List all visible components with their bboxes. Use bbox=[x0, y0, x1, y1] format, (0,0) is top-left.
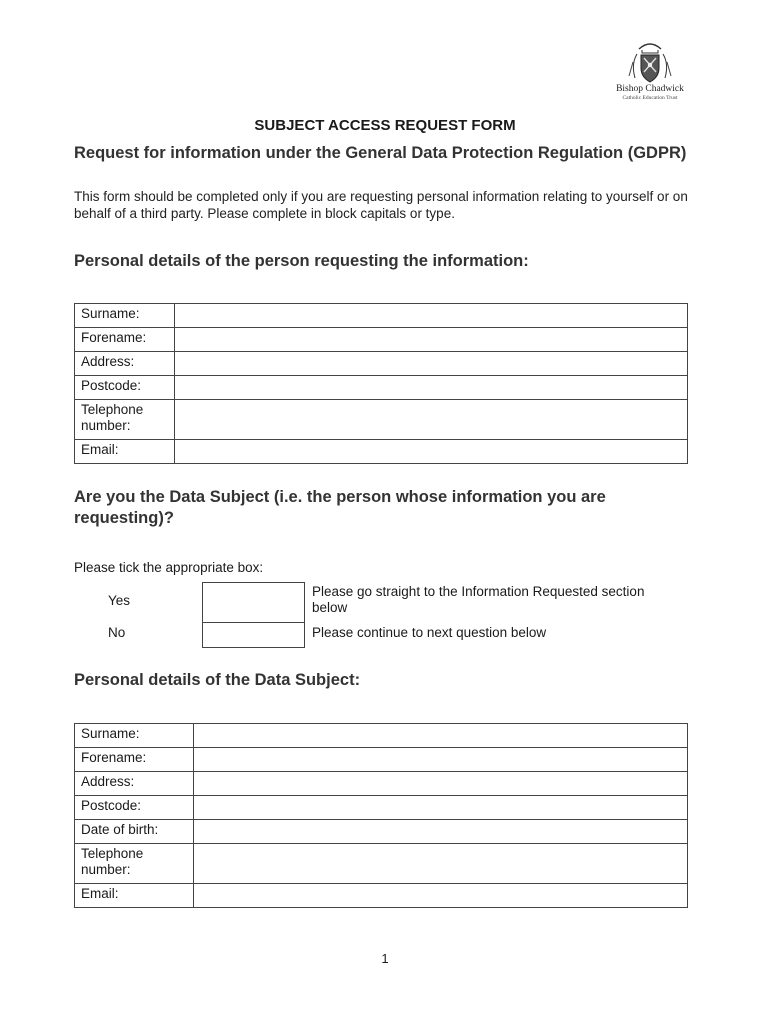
table-row bbox=[75, 796, 688, 820]
field-label: Postcode: bbox=[75, 796, 194, 820]
option-no-label: No bbox=[108, 625, 126, 640]
field-label: Email: bbox=[75, 884, 194, 908]
table-row bbox=[75, 748, 688, 772]
table-row bbox=[75, 440, 688, 464]
option-yes-label: Yes bbox=[108, 593, 131, 608]
data-subject-details-table bbox=[74, 723, 688, 908]
subject-telephone-input[interactable] bbox=[194, 844, 688, 884]
subject-dob-input[interactable] bbox=[194, 820, 688, 844]
table-row bbox=[75, 400, 688, 440]
field-label: Surname: bbox=[75, 304, 175, 328]
requester-email-input[interactable] bbox=[175, 440, 688, 464]
data-subject-section-heading: Personal details of the Data Subject: bbox=[74, 671, 361, 689]
requester-surname-input[interactable] bbox=[175, 304, 688, 328]
subject-surname-input[interactable] bbox=[194, 724, 688, 748]
field-label: Address: bbox=[75, 772, 194, 796]
field-label: Telephone number: bbox=[75, 400, 175, 440]
table-row bbox=[75, 820, 688, 844]
field-label: Date of birth: bbox=[75, 820, 194, 844]
intro-text: This form should be completed only if you are requesting personal information relating to yourself or on behalf of a third party. Please complete in block capitals or type. bbox=[74, 189, 688, 221]
subject-postcode-input[interactable] bbox=[194, 796, 688, 820]
page-number: 1 bbox=[381, 951, 389, 966]
data-subject-question-heading: Are you the Data Subject (i.e. the person whose information you are requesting)? bbox=[74, 488, 606, 527]
requester-forename-input[interactable] bbox=[175, 328, 688, 352]
table-row bbox=[75, 884, 688, 908]
requester-telephone-input[interactable] bbox=[175, 400, 688, 440]
tick-prompt: Please tick the appropriate box: bbox=[74, 560, 264, 575]
logo-name: Bishop Chadwick bbox=[616, 84, 684, 94]
table-row bbox=[75, 772, 688, 796]
table-row bbox=[75, 304, 688, 328]
requester-postcode-input[interactable] bbox=[175, 376, 688, 400]
table-row bbox=[75, 724, 688, 748]
table-row bbox=[75, 352, 688, 376]
table-row bbox=[75, 328, 688, 352]
yes-tick-box[interactable] bbox=[202, 582, 305, 623]
field-label: Address: bbox=[75, 352, 175, 376]
subject-address-input[interactable] bbox=[194, 772, 688, 796]
subject-email-input[interactable] bbox=[194, 884, 688, 908]
requester-address-input[interactable] bbox=[175, 352, 688, 376]
field-label: Email: bbox=[75, 440, 175, 464]
form-subtitle: Request for information under the General Data Protection Regulation (GDPR) bbox=[74, 144, 687, 162]
table-row bbox=[75, 376, 688, 400]
field-label: Telephone number: bbox=[75, 844, 194, 884]
form-title: SUBJECT ACCESS REQUEST FORM bbox=[254, 117, 516, 134]
option-yes-note: Please go straight to the Information Requested section below bbox=[312, 584, 645, 615]
no-tick-box[interactable] bbox=[202, 622, 305, 648]
field-label: Postcode: bbox=[75, 376, 175, 400]
field-label: Forename: bbox=[75, 748, 194, 772]
table-row bbox=[75, 844, 688, 884]
field-label: Forename: bbox=[75, 328, 175, 352]
requester-details-table bbox=[74, 303, 688, 464]
field-label: Surname: bbox=[75, 724, 194, 748]
option-no-note: Please continue to next question below bbox=[312, 625, 547, 640]
trust-logo bbox=[606, 40, 694, 102]
requester-section-heading: Personal details of the person requesting the information: bbox=[74, 252, 529, 270]
logo-subtitle: Catholic Education Trust bbox=[622, 95, 678, 101]
subject-forename-input[interactable] bbox=[194, 748, 688, 772]
coat-of-arms-icon bbox=[625, 40, 675, 84]
